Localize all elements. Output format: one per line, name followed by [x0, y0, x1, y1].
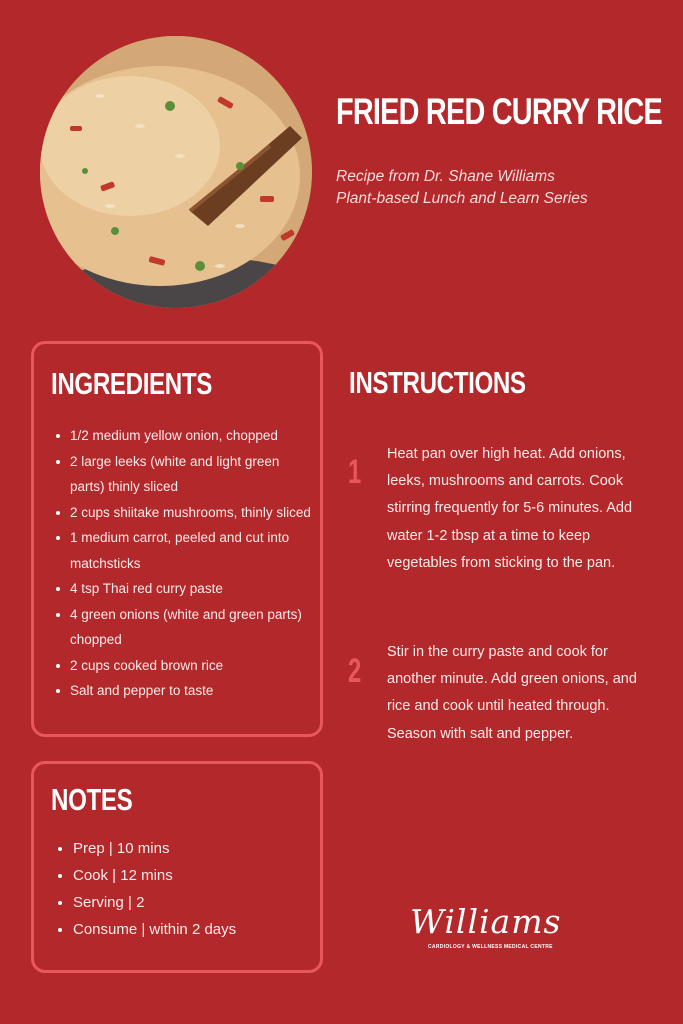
fried-rice-photo [40, 36, 312, 308]
step-number: 1 [348, 453, 362, 491]
list-item: 1 medium carrot, peeled and cut into matchsticks [56, 525, 311, 576]
notes-list [58, 835, 308, 943]
list-item: 2 cups shiitake mushrooms, thinly sliced [56, 500, 311, 526]
notes-heading: NOTES [51, 782, 133, 817]
list-item: 2 cups cooked brown rice [56, 653, 311, 679]
subtitle-line-1: Recipe from Dr. Shane Williams [336, 168, 555, 185]
ingredients-heading: INGREDIENTS [51, 366, 212, 401]
list-item: 4 green onions (white and green parts) chopped [56, 602, 311, 653]
subtitle-line-2: Plant-based Lunch and Learn Series [336, 190, 588, 207]
ingredients-card [31, 341, 323, 737]
step-text: Heat pan over high heat. Add onions, leeks, mushrooms and carrots. Cook stirring frequently for 5-6 minutes. Add water 1-2 tbsp at a time to keep vegetables from sticking to the pan. [387, 446, 633, 571]
list-item: 1/2 medium yellow onion, chopped [56, 423, 311, 449]
list-item: Prep | 10 mins [58, 835, 308, 862]
step-number: 2 [348, 652, 362, 690]
list-item: Salt and pepper to taste [56, 678, 311, 704]
list-item: Serving | 2 [58, 889, 308, 916]
list-item: Cook | 12 mins [58, 862, 308, 889]
list-item: Consume | within 2 days [58, 916, 308, 943]
williams-logo [408, 902, 568, 958]
ingredients-list [56, 423, 311, 704]
list-item: 4 tsp Thai red curry paste [56, 576, 311, 602]
step-text: Stir in the curry paste and cook for another minute. Add green onions, and rice and cook until heated through. Season with salt and pepper. [387, 644, 637, 742]
list-item: 2 large leeks (white and light green parts) thinly sliced [56, 449, 311, 500]
instructions-heading: INSTRUCTIONS [349, 365, 526, 400]
recipe-title: FRIED RED CURRY RICE [336, 91, 662, 132]
notes-card [31, 761, 323, 973]
logo-tagline: CARDIOLOGY & WELLNESS MEDICAL CENTRE [428, 944, 553, 950]
recipe-subtitle [336, 166, 666, 210]
rice-illustration [40, 36, 312, 308]
logo-script: Williams [410, 902, 562, 941]
